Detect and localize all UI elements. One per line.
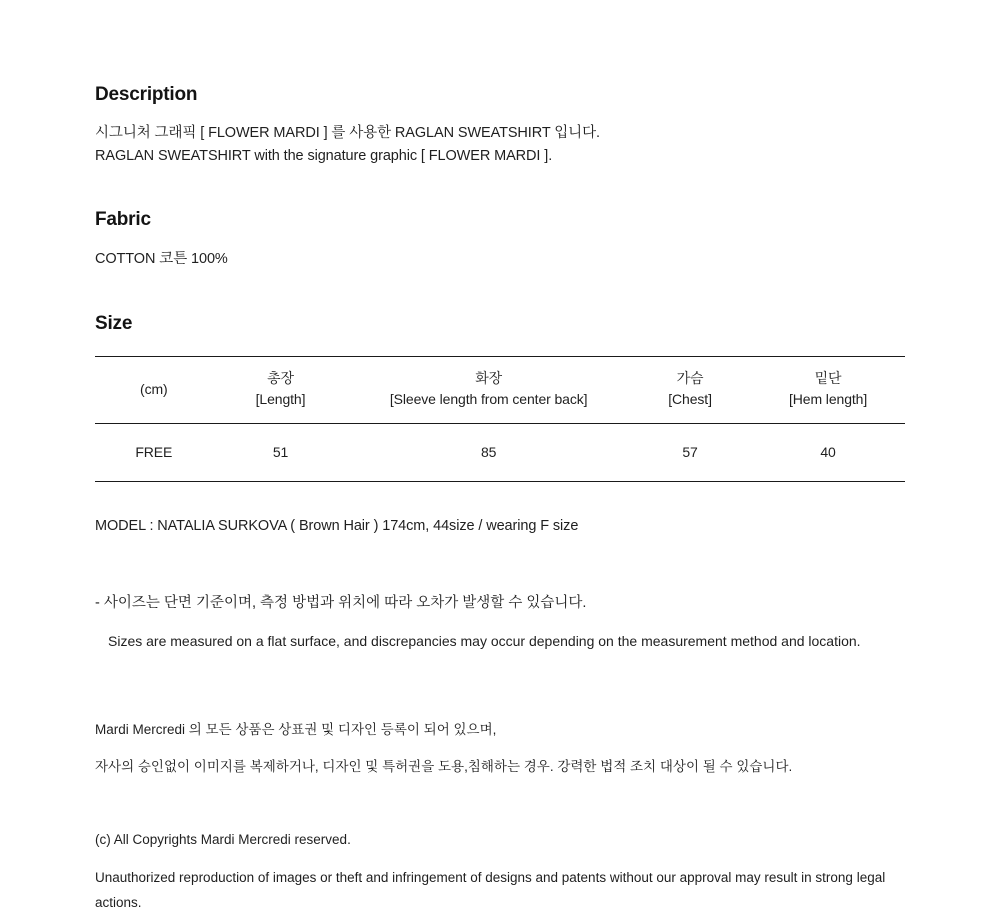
header-label-en: [Sleeve length from center back] xyxy=(389,391,588,408)
legal-note-kr-line-1: Mardi Mercredi 의 모든 상품은 상표권 및 디자인 등록이 되어 있으며, xyxy=(95,721,497,737)
header-label-en: [Hem length] xyxy=(788,391,868,408)
description-text-kr: 시그니처 그래픽 [ FLOWER MARDI ] 를 사용한 RAGLAN SWEATSHIRT 입니다. xyxy=(95,125,600,141)
legal-note-en-line-2: Unauthorized reproduction of images or theft and infringement of designs and patents without our approval may result in strong legal actions. xyxy=(95,869,886,910)
model-note: MODEL : NATALIA SURKOVA ( Brown Hair ) 174cm, 44size / wearing F size xyxy=(95,518,579,535)
table-header-cell-length xyxy=(213,357,349,423)
table-header-cell-unit xyxy=(95,357,213,423)
cell-length: 51 xyxy=(213,423,349,481)
header-label-en: [Chest] xyxy=(668,391,712,408)
fabric-heading: Fabric xyxy=(95,208,151,230)
table-header-row xyxy=(95,357,905,423)
description-heading: Description xyxy=(95,84,198,105)
fabric-composition: COTTON 코튼 100% xyxy=(95,250,228,267)
table-row xyxy=(95,423,905,481)
size-table xyxy=(95,356,905,481)
measurement-notes-section xyxy=(95,549,905,653)
cell-size-name: FREE xyxy=(95,423,213,481)
size-section xyxy=(95,271,905,481)
legal-notes-section xyxy=(95,666,905,915)
header-label-kr: 밑단 xyxy=(814,370,842,387)
table-header-cell-hem xyxy=(751,357,905,423)
cell-hem-length: 40 xyxy=(751,423,905,481)
measurement-note-kr: - 사이즈는 단면 기준이며, 측정 방법과 위치에 따라 오차가 발생할 수 있습니다. xyxy=(95,595,587,612)
copyright-line: (c) All Copyrights Mardi Mercredi reserved. xyxy=(95,831,351,847)
cell-chest: 57 xyxy=(629,423,751,481)
table-header-cell-chest xyxy=(629,357,751,423)
description-section xyxy=(95,0,905,169)
legal-note-kr-line-2: 자사의 승인없이 이미지를 복제하거나, 디자인 및 특허권을 도용,침해하는 경우. 강력한 법적 조치 대상이 될 수 있습니다. xyxy=(95,759,793,775)
cell-sleeve-length: 85 xyxy=(348,423,629,481)
table-header-cell-sleeve xyxy=(348,357,629,423)
size-table-body xyxy=(95,423,905,481)
size-heading: Size xyxy=(95,313,133,335)
legal-en-block xyxy=(95,793,905,916)
header-label-kr: 화장 xyxy=(475,370,503,387)
header-label-kr: (cm) xyxy=(140,380,168,397)
measurement-note-en: Sizes are measured on a flat surface, and discrepancies may occur depending on the measurement method and location. xyxy=(108,633,861,650)
header-label-en: [Length] xyxy=(255,391,306,408)
fabric-section xyxy=(95,169,905,271)
size-table-head xyxy=(95,357,905,423)
header-label-kr: 가슴 xyxy=(676,370,704,387)
header-label-kr: 총장 xyxy=(267,370,294,387)
description-text-en: RAGLAN SWEATSHIRT with the signature graphic [ FLOWER MARDI ]. xyxy=(95,148,553,165)
